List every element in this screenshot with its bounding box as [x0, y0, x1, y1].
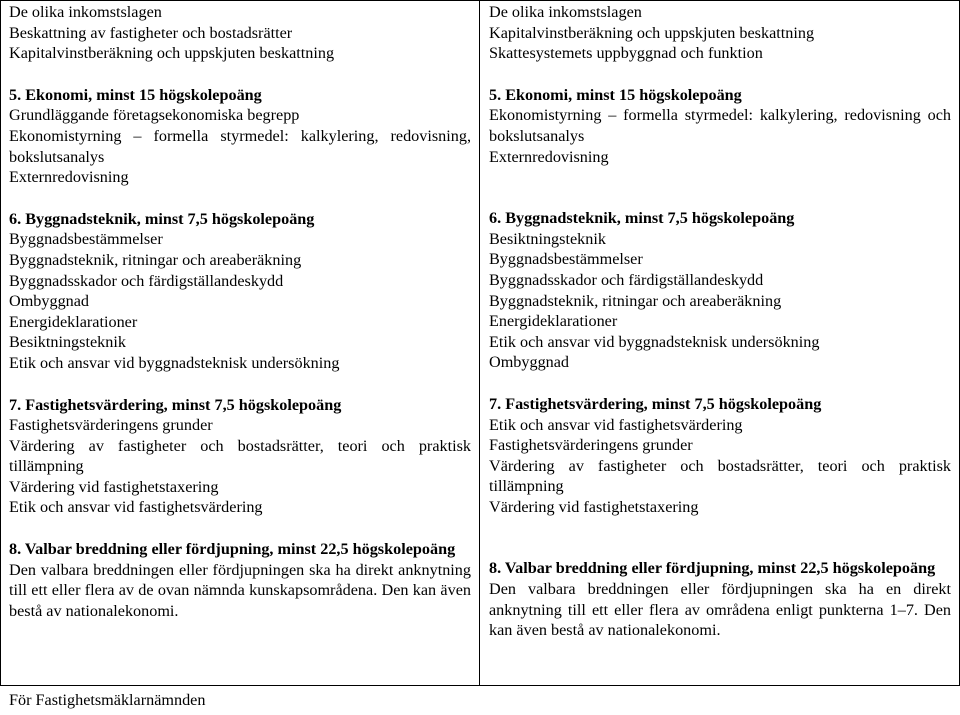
section-heading: 6. Byggnadsteknik, minst 7,5 högskolepoäng [9, 209, 315, 228]
list-item: Etik och ansvar vid fastighetsvärdering [9, 498, 263, 517]
list-item: Fastighetsvärderingens grunder [489, 436, 693, 455]
right-section-5 [489, 85, 951, 167]
list-item: Ombyggnad [9, 292, 90, 311]
list-item: Externredovisning [9, 168, 129, 187]
left-intro-item: Beskattning av fastigheter och bostadsrätter [9, 23, 293, 42]
section-heading: 5. Ekonomi, minst 15 högskolepoäng [9, 85, 262, 104]
list-item: Byggnadsteknik, ritningar och areaberäkning [489, 291, 782, 310]
list-item: Byggnadsbestämmelser [9, 230, 163, 249]
right-section-6 [489, 208, 951, 373]
list-item: Värdering vid fastighetstaxering [9, 477, 219, 496]
column-divider [479, 0, 480, 686]
right-section-7 [489, 394, 951, 518]
footer-text: För Fastighetsmäklarnämnden [9, 691, 206, 709]
list-item: Ekonomistyrning – formella styrmedel: kalkylering, redovisning och bokslutsanalys [489, 106, 951, 145]
list-item: Energideklarationer [9, 312, 138, 331]
list-item: Värdering av fastigheter och bostadsrätter, teori och praktisk tillämpning [9, 436, 471, 476]
section-heading: 6. Byggnadsteknik, minst 7,5 högskolepoäng [489, 209, 795, 228]
left-section-6 [9, 209, 471, 374]
right-intro-item: Kapitalvinstberäkning och uppskjuten beskattning [489, 23, 815, 42]
left-intro-item: De olika inkomstslagen [9, 3, 162, 21]
list-item: Externredovisning [489, 147, 609, 166]
list-item: Värdering av fastigheter och bostadsrätter, teori och praktisk tillämpning [489, 456, 951, 496]
list-item: Etik och ansvar vid byggnadsteknisk undersökning [489, 332, 820, 351]
list-item: Byggnadsskador och färdigställandeskydd [9, 271, 284, 290]
list-item: Besiktningsteknik [489, 229, 606, 248]
list-item: Byggnadsskador och färdigställandeskydd [489, 270, 764, 289]
right-section-8 [489, 558, 951, 640]
left-intro-block [9, 2, 471, 64]
left-column [9, 2, 471, 642]
section-heading: 5. Ekonomi, minst 15 högskolepoäng [489, 85, 742, 104]
list-item: Energideklarationer [489, 312, 618, 331]
list-item: Värdering vid fastighetstaxering [489, 497, 699, 516]
list-item: Fastighetsvärderingens grunder [9, 416, 213, 435]
left-intro-item: Kapitalvinstberäkning och uppskjuten beskattning [9, 44, 335, 63]
section-heading: 7. Fastighetsvärdering, minst 7,5 högskolepoäng [9, 395, 342, 414]
list-item: Etik och ansvar vid byggnadsteknisk undersökning [9, 353, 340, 372]
section-text: Den valbara breddningen eller fördjupningen ska ha direkt anknytning till ett eller flera av de ovan nämnda kunskapsområdena. Den kan även bestå av nationalekonomi. [9, 560, 471, 620]
section-heading: 8. Valbar breddning eller fördjupning, minst 22,5 högskolepoäng [9, 540, 456, 559]
left-section-7 [9, 395, 471, 519]
section-text: Den valbara breddningen eller fördjupningen ska ha en direkt anknytning till ett eller flera av områdena enligt punkterna 1–7. Den kan även bestå av nationalekonomi. [489, 580, 951, 640]
left-section-8 [9, 539, 471, 621]
section-heading: 8. Valbar breddning eller fördjupning, minst 22,5 högskolepoäng [489, 559, 936, 578]
list-item: Etik och ansvar vid fastighetsvärdering [489, 415, 743, 434]
left-section-5 [9, 85, 471, 188]
list-item: Grundläggande företagsekonomiska begrepp [9, 106, 300, 125]
list-item: Byggnadsbestämmelser [489, 250, 643, 269]
right-intro-item: De olika inkomstslagen [489, 3, 642, 21]
list-item: Ombyggnad [489, 353, 570, 372]
section-heading: 7. Fastighetsvärdering, minst 7,5 högskolepoäng [489, 394, 822, 413]
list-item: Ekonomistyrning – formella styrmedel: kalkylering, redovisning, bokslutsanalys [9, 126, 471, 166]
list-item: Byggnadsteknik, ritningar och areaberäkning [9, 250, 302, 269]
right-intro-item: Skattesystemets uppbyggnad och funktion [489, 44, 763, 63]
right-column [489, 2, 951, 662]
list-item: Besiktningsteknik [9, 333, 126, 352]
right-intro-block [489, 2, 951, 64]
